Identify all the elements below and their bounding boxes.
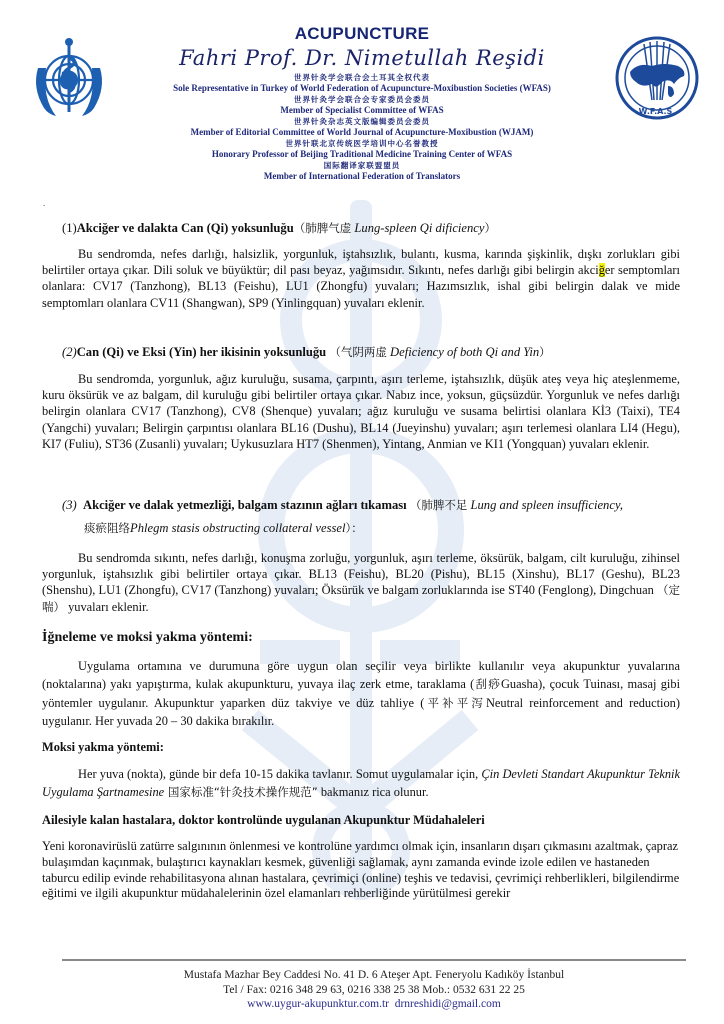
body-text-cn: 刮痧: [474, 677, 501, 692]
footer-address: Mustafa Mazhar Bey Caddesi No. 41 D. 6 Ateşer Apt. Feneryolu Kadıköy İstanbul: [183, 969, 565, 981]
body-text: Bu sendromda sıkıntı, nefes darlığı, konuşma zorluğu, yorgunluk, aşırı terleme, öksürük, balgam, cilt kuruluğu, zihinsel yorgunluk, iştahsızlık gibi belirtiler ortaya çıkar. BL13 (Feishu), BL20 (Pishu), BL15 (Xinshu), BL17 (Geshu), BL23 (Shenshu), LU1 (Zhongfu), CV17 (Tanzhong) yuvaları; Öksürük ve balgam zorluklarında ise ST40 (Fenglong), Dingchuan: [42, 551, 680, 598]
section-title: Can (Qi) ve Eksi (Yin) her ikisinin yoksunluğu: [76, 345, 327, 359]
section-3-heading: [62, 497, 623, 513]
section-2-heading: [62, 344, 551, 360]
body-text: bakmanız rica olunur.: [317, 785, 429, 799]
section-title-cn: 痰瘀阻络: [84, 521, 130, 535]
standard-reference: Çin Devleti Standart Akupunktur Teknik Uygulama Şartnamesine: [42, 767, 680, 799]
footer: [62, 968, 686, 1012]
body-text: Neutral reinforcement and reduction) uygulanır. Her yuvada 20 – 30 dakika bırakılır.: [42, 695, 681, 728]
credential-cn: 世界针灸学会联合会专家委员会委员: [294, 95, 430, 104]
section-title-cn: （气阴两虚: [329, 345, 387, 359]
credential-en: Member of International Federation of Translators: [263, 171, 461, 181]
credential-en: Honorary Professor of Beijing Traditional Medicine Training Center of WFAS: [211, 149, 513, 159]
credential-cn: 国际翻译家联盟盟员: [323, 161, 401, 170]
home-care-heading: Ailesiyle kalan hastalara, doktor kontrolünde uygulanan Akupunktur Müdahaleleri: [42, 813, 485, 827]
section-1-body: [42, 246, 680, 311]
moxa-body: [42, 765, 680, 801]
section-title-en: Lung and spleen insufficiency,: [470, 498, 623, 512]
body-text: yuvaları eklenir.: [65, 599, 149, 614]
section-title: Akciğer ve dalakta Can (Qi) yoksunluğu: [76, 221, 294, 235]
section-title-cn: （肺脾气虚: [293, 221, 352, 235]
footer-phones: Tel / Fax: 0216 348 29 63, 0216 338 25 38 Mob.: 0532 631 22 25: [223, 983, 525, 996]
section-number: (3): [62, 498, 77, 512]
letterhead: [120, 24, 604, 182]
credential-cn: 世界针灸杂志英文版编辑委员会委员: [294, 117, 430, 126]
home-care-body: Yeni koronavirüslü zatürre salgınının önlenmesi ve kontrolüne yardımcı olmak için, insanların dışarı çıkmasını azaltmak, çapraz bulaşımdan kaçınmak, bulaştırıcı kaynakları kesmek, güvenliği sağlamak, aynı zamanda evinde izole edilen ve hastaneden taburcu edilip evinde rehabilitasyona alınan hastalara, çevrimiçi (online) teşhis ve tedavisi, çevrimiçi rehberlikleri, bilgilendirme eğitimi ve ilgili akupunktur müdahalelerinin özel elamanları rehberliğinde yürütülmesi gerekir: [42, 839, 680, 901]
wfas-logo-text: W.F.A.S.: [638, 107, 676, 116]
footer-email-link[interactable]: drnreshidi@gmail.com: [394, 998, 501, 1010]
credential-en: Member of Editorial Committee of World Journal of Acupuncture-Moxibustion (WJAM): [190, 127, 534, 137]
section-close: ）：: [345, 521, 363, 535]
needling-body: [42, 657, 680, 730]
section-title: Akciğer ve dalak yetmezliği, balgam stazının ağları tıkaması: [82, 498, 407, 512]
highlighted-text: ğ: [598, 263, 605, 278]
section-title-en: Lung-spleen Qi dificiency: [354, 221, 485, 235]
stray-mark: .: [43, 198, 46, 208]
body-text-cn: （定喘）: [42, 583, 680, 614]
footer-divider: [62, 959, 686, 961]
letterhead-name: Fahri Prof. Dr. Nimetullah Reşidi: [179, 46, 545, 70]
footer-website-link[interactable]: www.uygur-akupunktur.com.tr: [247, 998, 389, 1010]
section-number: (2): [62, 345, 77, 359]
section-title-cn: （肺脾不足: [409, 498, 468, 512]
needling-heading: İğneleme ve moksi yakma yöntemi:: [42, 630, 253, 645]
section-title-en: Deficiency of both Qi and Yin: [390, 345, 540, 359]
credential-en: Member of Specialist Committee of WFAS: [280, 105, 444, 115]
section-title-en: Phlegm stasis obstructing collateral vessel: [130, 521, 346, 535]
moxa-heading: Moksi yakma yöntemi:: [42, 740, 164, 754]
section-close: ）: [539, 345, 551, 359]
credential-en: Sole Representative in Turkey of World Federation of Acupuncture-Moxibustion Societies (WFAS): [173, 83, 551, 93]
credential-cn: 世界针灸学会联合会土耳其全权代表: [294, 73, 430, 82]
section-3-heading-line2: [84, 520, 363, 536]
section-3-body: [42, 550, 680, 615]
body-text: Bu sendromda, nefes darlığı, halsizlik, yorgunluk, iştahsızlık, bulantı, kusma, karında şişkinlik, dışkı zorlukları gibi belirtiler ortaya çıkar. Dili soluk ve büyüktür; dil pası beyaz, yağımsıdır. Sıkıntı, nefes darlığı gibi belirgin akci: [42, 247, 680, 278]
body-text: Guasha), çocuk Tuinası, masaj gibi yöntemler uygulanır. Akupunktur yaparken düz takviye ve düz tahliye (: [42, 677, 681, 710]
body-text: Her yuva (nokta), günde bir defa 10-15 dakika tavlanır. Somut uygulamalar için,: [78, 767, 482, 781]
who-emblem-icon: [24, 28, 114, 128]
body-text: Uygulama ortamına ve durumuna göre uygun olan seçilir veya birlikte kullanılır veya akupunktur yuvalarına (noktalarına) yakı yapıştırma, kulak akupunkturu, yuvaya ilaç zerk etme, taraklama (: [42, 659, 680, 692]
section-number: (1): [62, 221, 77, 235]
letterhead-title: ACUPUNCTURE: [294, 24, 430, 43]
body-text: er semptomları olanlara: CV17 (Tanzhong), BL13 (Feishu), LU1 (Zhongfu) yuvaları; Hazımsızlık, ishal gibi belirgin dalak ve mide semptomları olanlara CV11 (Shangwan), SP9 (Yinlingquan) yuvaları eklenir.: [42, 263, 680, 310]
section-2-body: Bu sendromda, yorgunluk, ağız kuruluğu, susama, çarpıntı, aşırı terleme, iştahsızlık, düşük ateş veya hiç ateşlenmeme, kuru öksürük ve az balgam, dil kuruluğu gibi belirtiler ortaya çıkar. Nabız ince, yoksun, güçsüzdür. Yorgunluk ve nefes darlığı belirgin olanlara CV17 (Tanzhong), CV8 (Shenque) yuvaları; ağız kuruluğu ve susama belirtisi olanlara Kİ3 (Taixi), TE4 (Yangchi) yuvaları; Belirgin çarpıntısı olanlara BL16 (Dushu), BL14 (Jueyinshu) yuvaları; aşırı terlemesi olanlara LI4 (Hegu), KI7 (Fuliu), ST36 (Zusanli) yuvaları; Uykusuzlara HT7 (Shenmen), Yintang, Anmian ve KI1 (Yongquan) yuvaları eklenir.: [42, 372, 680, 451]
section-1-heading: [62, 220, 496, 236]
body-text-cn: 平补平泻: [424, 695, 486, 710]
wfas-emblem-icon: [612, 30, 702, 130]
credential-cn: 世界针联北京传统医学培训中心名誉教授: [285, 139, 439, 148]
section-close: ）: [484, 221, 496, 235]
standard-reference-cn: 国家标准“针灸技术操作规范”: [164, 785, 318, 799]
